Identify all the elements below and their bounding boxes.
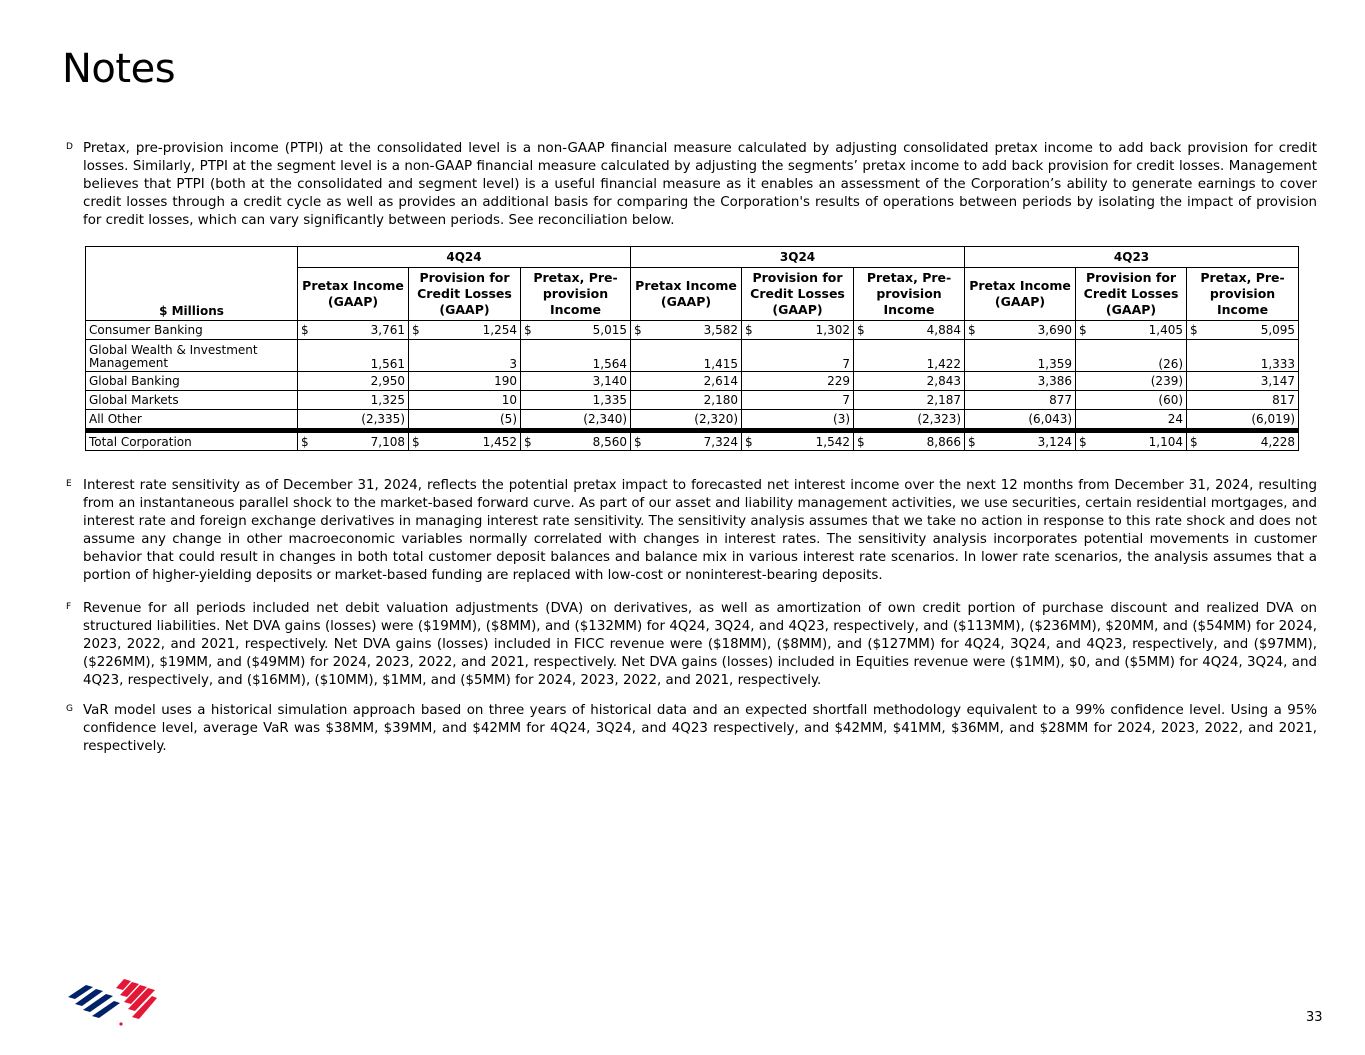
cell-value: 3 (509, 357, 517, 371)
cell-value: (2,323) (917, 412, 962, 426)
currency-symbol: $ (968, 323, 976, 337)
ptpi-reconciliation-table (85, 246, 1299, 451)
currency-symbol: $ (412, 434, 420, 449)
column-header: Pretax Income (GAAP) (298, 268, 409, 321)
table-cell (965, 321, 1076, 340)
note-e-text: Interest rate sensitivity as of December 31, 2024, reflects the potential pretax impact to forecasted net interest income over the next 12 months from December 31, 2024, resulting from an instantaneous parallel shock to the market-based forward curve. As part of our asset and liability management activities, we use securities, certain residential mortgages, and interest rate and foreign exchange derivatives in managing interest rate sensitivity. The sensitivity analysis assumes that we take no action in response to this rate shock and does not assume any change in other macroeconomic variables normally correlated with changes in interest rates. The sensitivity analysis incorporates potential movements in customer behavior that could result in changes in both total customer deposit balances and balance mix in various interest rate scenarios. In lower rate scenarios, the analysis assumes that a portion of higher-yielding deposits or market-based funding are replaced with low-cost or noninterest-bearing deposits. (83, 478, 1317, 583)
logo-registered-mark (119, 1022, 122, 1025)
table-cell (742, 410, 854, 431)
cell-value: 3,147 (1260, 374, 1296, 388)
table-cell (521, 340, 631, 372)
cell-value: 2,614 (703, 374, 739, 388)
currency-symbol: $ (412, 323, 420, 337)
table-cell (854, 431, 965, 451)
column-header: Pretax Income (GAAP) (631, 268, 742, 321)
row-label: Global Banking (86, 372, 298, 391)
cell-value: 1,104 (1148, 434, 1184, 449)
cell-value: 3,140 (592, 374, 628, 388)
cell-value: (60) (1158, 393, 1184, 407)
cell-value: 3,582 (703, 323, 739, 337)
table-cell (409, 321, 521, 340)
cell-value: 1,335 (592, 393, 628, 407)
table-row (86, 321, 1299, 340)
table-cell (631, 372, 742, 391)
period-header: 4Q24 (298, 247, 631, 268)
cell-value: 2,950 (370, 374, 405, 388)
cell-value: (6,019) (1251, 412, 1296, 426)
table-cell (854, 391, 965, 410)
table-cell (298, 372, 409, 391)
table-cell (521, 431, 631, 451)
row-label: Global Wealth & Investment Management (86, 340, 298, 372)
table-cell (631, 321, 742, 340)
cell-value: 190 (494, 374, 517, 388)
cell-value: 10 (501, 393, 517, 407)
cell-value: (6,043) (1028, 412, 1073, 426)
currency-symbol: $ (634, 434, 642, 449)
row-label: All Other (86, 410, 298, 431)
table-cell (742, 372, 854, 391)
column-header: Pretax, Pre-provision Income (854, 268, 965, 321)
table-cell (298, 321, 409, 340)
table-cell (409, 391, 521, 410)
period-header: 3Q24 (631, 247, 965, 268)
table-cell (742, 340, 854, 372)
currency-symbol: $ (301, 323, 309, 337)
note-f-letter: F (66, 602, 72, 612)
note-f (66, 600, 1317, 690)
currency-symbol: $ (857, 434, 865, 449)
table-cell (1076, 372, 1187, 391)
table-row (86, 431, 1299, 451)
cell-value: 2,843 (926, 374, 962, 388)
table-cell (298, 391, 409, 410)
cell-value: 3,690 (1037, 323, 1073, 337)
row-label: Total Corporation (86, 431, 298, 451)
currency-symbol: $ (634, 323, 642, 337)
table-cell (409, 340, 521, 372)
column-header: Provision for Credit Losses (GAAP) (1076, 268, 1187, 321)
column-header: Provision for Credit Losses (GAAP) (409, 268, 521, 321)
table-cell (1076, 391, 1187, 410)
table-cell (1076, 410, 1187, 431)
page-number: 33 (1306, 1010, 1323, 1025)
table-cell (631, 410, 742, 431)
cell-value: 3,761 (370, 323, 405, 337)
table-cell (521, 372, 631, 391)
table-cell (965, 431, 1076, 451)
table-cell (1076, 340, 1187, 372)
column-header: Pretax, Pre-provision Income (521, 268, 631, 321)
table-cell (965, 391, 1076, 410)
cell-value: 1,333 (1260, 357, 1296, 371)
table-cell (1076, 431, 1187, 451)
row-label: Global Markets (86, 391, 298, 410)
note-d-letter: D (66, 142, 73, 152)
column-header: Pretax, Pre-provision Income (1187, 268, 1299, 321)
table-cell (409, 431, 521, 451)
currency-symbol: $ (1190, 323, 1198, 337)
table-cell (521, 391, 631, 410)
table-cell (1187, 321, 1299, 340)
cell-value: 2,180 (703, 393, 739, 407)
table-cell (631, 431, 742, 451)
currency-symbol: $ (745, 434, 753, 449)
table-cell (1187, 431, 1299, 451)
cell-value: (26) (1158, 357, 1184, 371)
cell-value: 1,542 (815, 434, 851, 449)
table-cell (298, 431, 409, 451)
table-cell (298, 340, 409, 372)
currency-symbol: $ (968, 434, 976, 449)
note-e-letter: E (66, 479, 72, 489)
cell-value: (2,320) (694, 412, 739, 426)
cell-value: 877 (1049, 393, 1073, 407)
currency-symbol: $ (1079, 434, 1087, 449)
table-cell (854, 372, 965, 391)
note-d-text: Pretax, pre-provision income (PTPI) at the consolidated level is a non-GAAP financial measure calculated by adjusting consolidated pretax income to add back provision for credit losses. Similarly, PTPI at the segment level is a non-GAAP financial measure calculated by adjusting the segments’ pretax income to add back provision for credit losses. Management believes that PTPI (both at the consolidated and segment level) is a useful financial measure as it enables an assessment of the Corporation’s ability to generate earnings to cover credit losses through a credit cycle as well as provides an additional basis for comparing the Corporation's results of operations between periods by isolating the impact of provision for credit losses, which can vary significantly between periods. See reconciliation below. (83, 141, 1317, 228)
cell-value: 817 (1272, 393, 1296, 407)
table-cell (965, 340, 1076, 372)
cell-value: 8,560 (592, 434, 628, 449)
cell-value: 5,015 (592, 323, 628, 337)
table-cell (298, 410, 409, 431)
cell-value: 7,324 (703, 434, 739, 449)
cell-value: (2,335) (361, 412, 405, 426)
cell-value: 2,187 (926, 393, 962, 407)
bank-flag-logo-icon (66, 977, 158, 1027)
cell-value: (3) (833, 412, 851, 426)
currency-symbol: $ (524, 434, 532, 449)
note-d (66, 140, 1317, 230)
currency-symbol: $ (745, 323, 753, 337)
table-cell (521, 321, 631, 340)
table-cell (742, 391, 854, 410)
cell-value: 7 (842, 393, 851, 407)
cell-value: 1,325 (370, 393, 405, 407)
period-header: 4Q23 (965, 247, 1299, 268)
cell-value: 4,228 (1260, 434, 1296, 449)
currency-symbol: $ (524, 323, 532, 337)
table-cell (854, 410, 965, 431)
cell-value: 5,095 (1260, 323, 1296, 337)
table-cell (409, 372, 521, 391)
note-g-letter: G (66, 704, 73, 714)
table-cell (631, 340, 742, 372)
currency-symbol: $ (1079, 323, 1087, 337)
currency-symbol: $ (857, 323, 865, 337)
table-cell (742, 431, 854, 451)
table-cell (1187, 410, 1299, 431)
cell-value: (239) (1150, 374, 1184, 388)
cell-value: 1,561 (370, 357, 405, 371)
row-label: Consumer Banking (86, 321, 298, 340)
note-e (66, 477, 1317, 585)
column-header: Pretax Income (GAAP) (965, 268, 1076, 321)
cell-value: 3,386 (1037, 374, 1073, 388)
table-cell (1076, 321, 1187, 340)
table-cell (1187, 372, 1299, 391)
table-cell (854, 321, 965, 340)
table-cell (965, 410, 1076, 431)
cell-value: (5) (500, 412, 517, 426)
cell-value: 1,415 (703, 357, 739, 371)
table-cell (1187, 340, 1299, 372)
cell-value: 3,124 (1037, 434, 1073, 449)
currency-symbol: $ (1190, 434, 1198, 449)
table-corner-label: $ Millions (86, 247, 298, 321)
table-row (86, 391, 1299, 410)
cell-value: 7,108 (370, 434, 405, 449)
cell-value: 1,452 (482, 434, 517, 449)
table-row (86, 340, 1299, 372)
table-row (86, 410, 1299, 431)
cell-value: 1,254 (482, 323, 517, 337)
cell-value: 1,302 (815, 323, 851, 337)
cell-value: 1,422 (926, 357, 962, 371)
currency-symbol: $ (301, 434, 309, 449)
note-g (66, 702, 1317, 756)
table-cell (521, 410, 631, 431)
cell-value: 7 (842, 357, 851, 371)
cell-value: 1,405 (1148, 323, 1184, 337)
note-g-text: VaR model uses a historical simulation approach based on three years of historical data and an expected shortfall methodology equivalent to a 99% confidence level. Using a 95% confidence level, average VaR was $38MM, $39MM, and $42MM for 4Q24, 3Q24, and 4Q23 respectively, and $42MM, $41MM, $36MM, and $28MM for 2024, 2023, 2022, and 2021, respectively. (83, 703, 1317, 754)
table-cell (742, 321, 854, 340)
cell-value: 1,564 (592, 357, 628, 371)
cell-value: 1,359 (1037, 357, 1073, 371)
cell-value: 8,866 (926, 434, 962, 449)
cell-value: 4,884 (926, 323, 962, 337)
column-header: Provision for Credit Losses (GAAP) (742, 268, 854, 321)
cell-value: (2,340) (583, 412, 628, 426)
table-cell (409, 410, 521, 431)
note-f-text: Revenue for all periods included net debit valuation adjustments (DVA) on derivatives, as well as amortization of own credit portion of purchase discount and realized DVA on structured liabilities. Net DVA gains (losses) were ($19MM), ($8MM), and ($132MM) for 4Q24, 3Q24, and 4Q23, respectively, and ($113MM), ($236MM), $20MM, and ($54MM) for 2024, 2023, 2022, and 2021, respectively. Net DVA gains (losses) included in FICC revenue were ($18MM), ($8MM), and ($127MM) for 4Q24, 3Q24, and 4Q23, respectively, and ($97MM), ($226MM), $19MM, and ($49MM) for 2024, 2023, 2022, and 2021, respectively. Net DVA gains (losses) included in Equities revenue were ($1MM), $0, and ($5MM) for 4Q24, 3Q24, and 4Q23, respectively, and ($16MM), ($10MM), $1MM, and ($5MM) for 2024, 2023, 2022, and 2021, respectively. (83, 601, 1317, 688)
page-title: Notes (62, 46, 176, 92)
table-cell (854, 340, 965, 372)
table-cell (1187, 391, 1299, 410)
table-cell (631, 391, 742, 410)
table-cell (965, 372, 1076, 391)
table-row (86, 372, 1299, 391)
cell-value: 229 (827, 374, 851, 388)
cell-value: 24 (1167, 412, 1184, 426)
